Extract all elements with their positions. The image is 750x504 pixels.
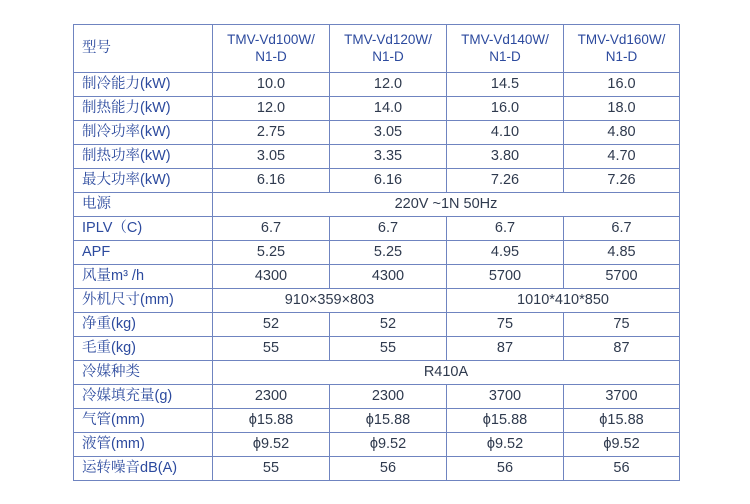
row-label: 制热功率(kW) [74, 145, 213, 169]
row-label: 冷媒填充量(g) [74, 385, 213, 409]
table-row [74, 289, 680, 313]
merged-value-cell: R410A [213, 361, 680, 385]
value-cell: 12.0 [330, 73, 447, 97]
model-header-4 [564, 25, 680, 73]
value-cell: 4.10 [447, 121, 564, 145]
row-label: 毛重(kg) [74, 337, 213, 361]
value-cell: 87 [564, 337, 680, 361]
table-row [74, 313, 680, 337]
model-name-line2: N1-D [489, 48, 521, 64]
value-cell: ϕ9.52 [330, 433, 447, 457]
value-cell: 6.16 [330, 169, 447, 193]
spec-table [73, 24, 680, 481]
merged-value-cell: 910×359×803 [213, 289, 447, 313]
table-row [74, 217, 680, 241]
value-cell: 6.16 [213, 169, 330, 193]
merged-value-cell: 1010*410*850 [447, 289, 680, 313]
header-row [74, 25, 680, 73]
value-cell: 56 [447, 457, 564, 481]
model-header-3 [447, 25, 564, 73]
value-cell: 6.7 [213, 217, 330, 241]
table-row [74, 169, 680, 193]
row-label: 风量m³ /h [74, 265, 213, 289]
row-label: APF [74, 241, 213, 265]
table-row [74, 409, 680, 433]
value-cell: 75 [564, 313, 680, 337]
value-cell: 3.05 [213, 145, 330, 169]
value-cell: 55 [213, 337, 330, 361]
value-cell: 2300 [330, 385, 447, 409]
table-row [74, 433, 680, 457]
row-label: 制冷能力(kW) [74, 73, 213, 97]
value-cell: 3.05 [330, 121, 447, 145]
row-label: 电源 [74, 193, 213, 217]
row-label: IPLV（C) [74, 217, 213, 241]
value-cell: 3.80 [447, 145, 564, 169]
value-cell: 4.85 [564, 241, 680, 265]
table-row [74, 241, 680, 265]
value-cell: 4300 [330, 265, 447, 289]
model-name-line1: TMV-Vd160W/ [577, 31, 666, 47]
value-cell: 6.7 [447, 217, 564, 241]
value-cell: 6.7 [330, 217, 447, 241]
value-cell: 14.5 [447, 73, 564, 97]
value-cell: 4.70 [564, 145, 680, 169]
value-cell: ϕ15.88 [564, 409, 680, 433]
value-cell: ϕ9.52 [213, 433, 330, 457]
row-label: 运转噪音dB(A) [74, 457, 213, 481]
table-row [74, 457, 680, 481]
model-header-1 [213, 25, 330, 73]
row-label: 液管(mm) [74, 433, 213, 457]
value-cell: ϕ15.88 [330, 409, 447, 433]
model-header-2 [330, 25, 447, 73]
row-label: 净重(kg) [74, 313, 213, 337]
table-row [74, 361, 680, 385]
model-name-line2: N1-D [372, 48, 404, 64]
value-cell: 55 [213, 457, 330, 481]
value-cell: 52 [330, 313, 447, 337]
value-cell: 4300 [213, 265, 330, 289]
value-cell: 14.0 [330, 97, 447, 121]
value-cell: 56 [330, 457, 447, 481]
value-cell: 5700 [564, 265, 680, 289]
table-row [74, 145, 680, 169]
table-row [74, 193, 680, 217]
table-row [74, 385, 680, 409]
value-cell: ϕ9.52 [564, 433, 680, 457]
value-cell: 16.0 [447, 97, 564, 121]
table-row [74, 97, 680, 121]
model-name-line1: TMV-Vd140W/ [461, 31, 549, 47]
header-label: 型号 [74, 25, 213, 73]
merged-value-cell: 220V ~1N 50Hz [213, 193, 680, 217]
value-cell: 6.7 [564, 217, 680, 241]
row-label: 制热能力(kW) [74, 97, 213, 121]
row-label: 最大功率(kW) [74, 169, 213, 193]
value-cell: 7.26 [564, 169, 680, 193]
value-cell: 3700 [564, 385, 680, 409]
value-cell: 2300 [213, 385, 330, 409]
row-label: 外机尺寸(mm) [74, 289, 213, 313]
model-name-line1: TMV-Vd120W/ [344, 31, 432, 47]
model-name-line1: TMV-Vd100W/ [227, 31, 315, 47]
value-cell: 75 [447, 313, 564, 337]
value-cell: 55 [330, 337, 447, 361]
row-label: 制冷功率(kW) [74, 121, 213, 145]
table-row [74, 265, 680, 289]
value-cell: 87 [447, 337, 564, 361]
value-cell: 10.0 [213, 73, 330, 97]
value-cell: 4.80 [564, 121, 680, 145]
value-cell: ϕ9.52 [447, 433, 564, 457]
value-cell: 2.75 [213, 121, 330, 145]
row-label: 气管(mm) [74, 409, 213, 433]
value-cell: 16.0 [564, 73, 680, 97]
spec-table-body [74, 25, 680, 481]
value-cell: 52 [213, 313, 330, 337]
value-cell: 3700 [447, 385, 564, 409]
value-cell: ϕ15.88 [447, 409, 564, 433]
value-cell: 5700 [447, 265, 564, 289]
value-cell: 4.95 [447, 241, 564, 265]
value-cell: ϕ15.88 [213, 409, 330, 433]
table-row [74, 73, 680, 97]
row-label: 冷媒种类 [74, 361, 213, 385]
table-row [74, 121, 680, 145]
model-name-line2: N1-D [605, 48, 638, 64]
value-cell: 5.25 [330, 241, 447, 265]
model-name-line2: N1-D [255, 48, 287, 64]
value-cell: 5.25 [213, 241, 330, 265]
table-row [74, 337, 680, 361]
value-cell: 3.35 [330, 145, 447, 169]
value-cell: 12.0 [213, 97, 330, 121]
value-cell: 56 [564, 457, 680, 481]
value-cell: 7.26 [447, 169, 564, 193]
value-cell: 18.0 [564, 97, 680, 121]
